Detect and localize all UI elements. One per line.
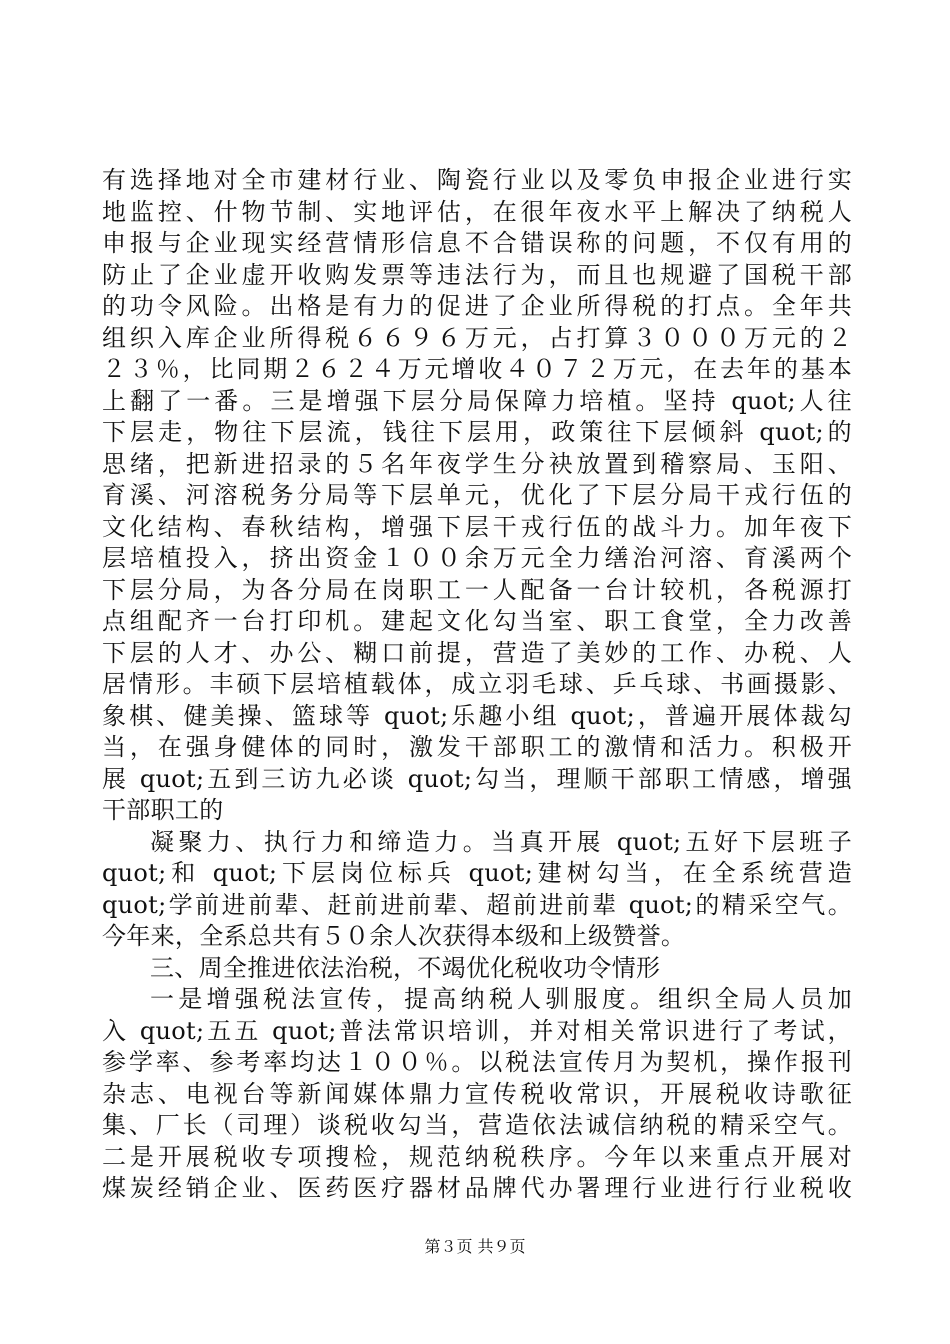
text-line: 点组配齐一台打印机。建起文化勾当室、职工食堂，全力改善 bbox=[102, 607, 852, 635]
text-line: 集、厂长（司理）谈税收勾当，营造依法诚信纳税的精采空气。 bbox=[102, 1111, 852, 1139]
text-line: 入 quot;五五 quot;普法常识培训，并对相关常识进行了考试， bbox=[102, 1016, 852, 1045]
text-line: 今年来，全系总共有５０余人次获得本级和上级赞誉。 bbox=[102, 922, 686, 950]
text-line: 展 quot;五到三访九必谈 quot;勾当，理顺干部职工情感，增强 bbox=[102, 764, 852, 793]
text-line: 思绪，把新进招录的５名年夜学生分袂放置到稽察局、玉阳、 bbox=[102, 449, 852, 478]
page-number-footer: 第３页 共９页 bbox=[424, 1237, 526, 1256]
text-line: 文化结构、春秋结构，增强下层干戎行伍的战斗力。加年夜下 bbox=[102, 512, 852, 541]
text-line: 的功令风险。出格是有力的促进了企业所得税的打点。全年共 bbox=[102, 292, 852, 320]
text-line: 象棋、健美操、篮球等 quot;乐趣小组 quot;，普遍开展体裁勾 bbox=[102, 701, 852, 730]
text-line: 煤炭经销企业、医药医疗器材品牌代办署理行业进行行业税收 bbox=[102, 1174, 852, 1202]
text-line: 居情形。丰硕下层培植载体，成立羽毛球、乒乓球、书画摄影、 bbox=[102, 670, 852, 698]
text-line: 防止了企业虚开收购发票等违法行为，而且也规避了国税干部 bbox=[102, 260, 852, 289]
text-line: 一是增强税法宣传，提高纳税人驯服度。组织全局人员加 bbox=[150, 985, 852, 1013]
text-line: ２３％，比同期２６２４万元增收４０７２万元，在去年的基本 bbox=[102, 355, 852, 383]
text-line: 二是开展税收专项搜检，规范纳税秩序。今年以来重点开展对 bbox=[102, 1142, 852, 1171]
text-line: 组织入库企业所得税６６９６万元，占打算３０００万元的２ bbox=[102, 323, 852, 352]
text-line: 凝聚力、执行力和缔造力。当真开展 quot;五好下层班子 bbox=[150, 827, 852, 856]
text-line: 杂志、电视台等新闻媒体鼎力宣传税收常识，开展税收诗歌征 bbox=[102, 1079, 852, 1108]
text-line: 育溪、河溶税务分局等下层单元，优化了下层分局干戎行伍的 bbox=[102, 481, 852, 509]
text-line: 有选择地对全市建材行业、陶瓷行业以及零负申报企业进行实 bbox=[102, 166, 852, 194]
text-line: 干部职工的 bbox=[102, 796, 224, 824]
text-line: quot;学前进前辈、赶前进前辈、超前进前辈 quot;的精采空气。 bbox=[102, 890, 852, 919]
text-line: 层培植投入，挤出资金１００余万元全力缮治河溶、育溪两个 bbox=[102, 544, 852, 572]
text-line: quot;和 quot;下层岗位标兵 quot;建树勾当，在全系统营造 bbox=[102, 859, 852, 887]
text-line: 下层的人才、办公、糊口前提，营造了美妙的工作、办税、人 bbox=[102, 638, 852, 667]
text-line: 下层分局，为各分局在岗职工一人配备一台计较机，各税源打 bbox=[102, 575, 852, 604]
text-line: 申报与企业现实经营情形信息不合错误称的问题，不仅有用的 bbox=[102, 229, 852, 257]
text-line: 参学率、参考率均达１００％。以税法宣传月为契机，操作报刊 bbox=[102, 1048, 852, 1076]
text-line: 当，在强身健体的同时，激发干部职工的激情和活力。积极开 bbox=[102, 733, 852, 761]
text-line: 下层走，物往下层流，钱往下层用，政策往下层倾斜 quot;的 bbox=[102, 418, 852, 446]
text-line: 上翻了一番。三是增强下层分局保障力培植。坚持 quot;人往 bbox=[102, 386, 852, 415]
section-heading: 三、周全推进依法治税，不竭优化税收功令情形 bbox=[150, 953, 661, 982]
body-text bbox=[102, 165, 852, 1205]
text-line: 地监控、什物节制、实地评估，在很年夜水平上解决了纳税人 bbox=[102, 197, 852, 226]
